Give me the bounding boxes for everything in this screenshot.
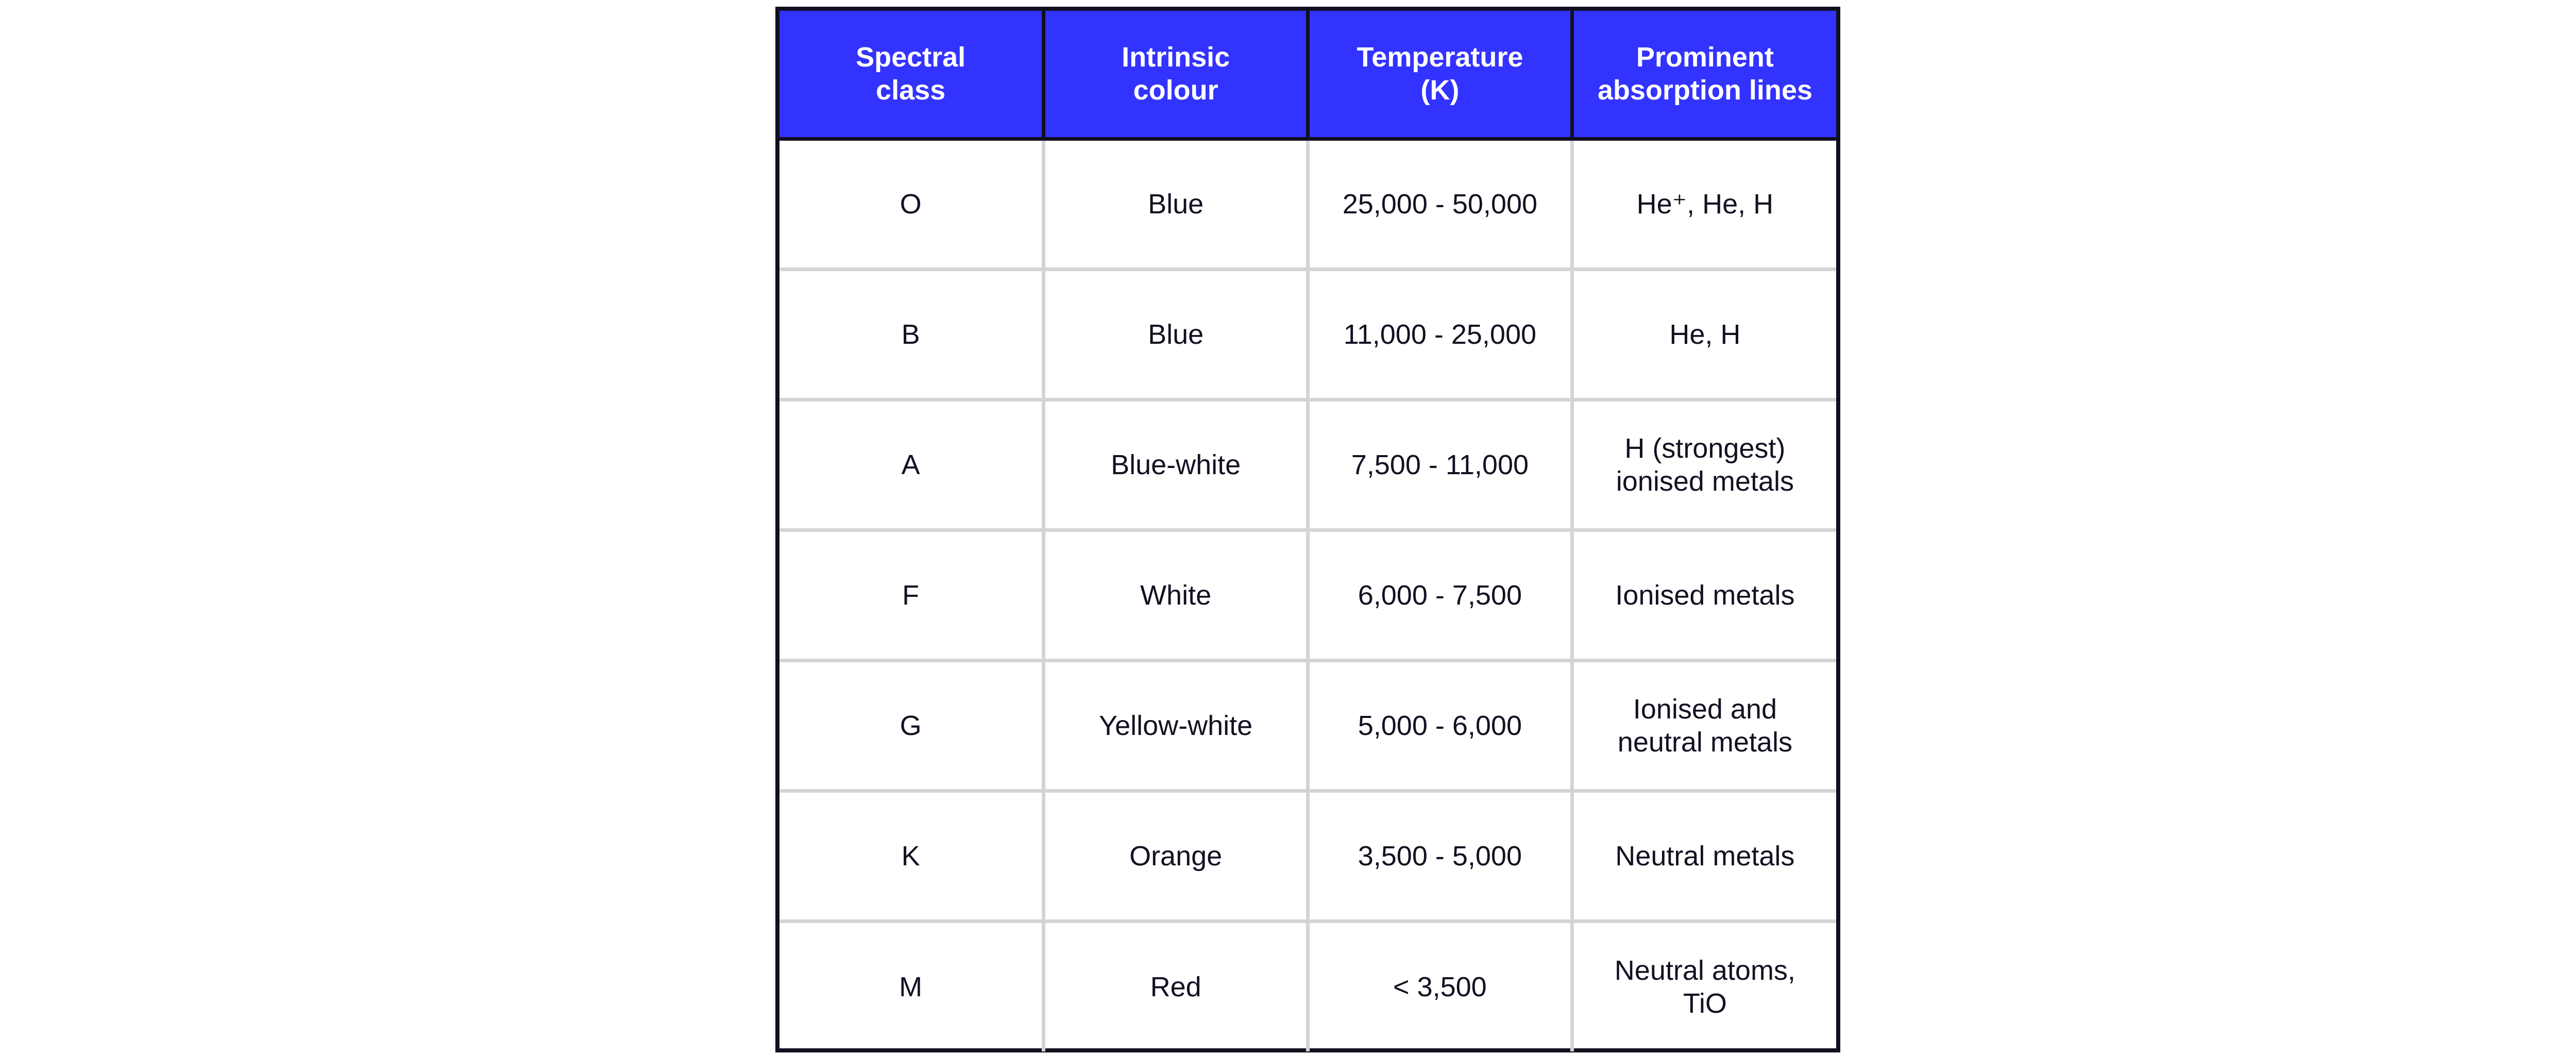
- spectral-class-table-container: [775, 7, 1840, 1052]
- cell-intrinsic-colour: Blue: [1044, 269, 1308, 399]
- cell-text-line: He⁺, He, H: [1636, 188, 1774, 220]
- cell-text-line: Ionised and: [1633, 693, 1777, 725]
- header-temperature: [1308, 11, 1572, 139]
- cell-absorption-lines: [1572, 660, 1836, 791]
- cell-temperature: 11,000 - 25,000: [1308, 269, 1572, 399]
- cell-absorption-lines: [1572, 139, 1836, 269]
- cell-temperature: < 3,500: [1308, 921, 1572, 1051]
- cell-absorption-lines: [1572, 791, 1836, 921]
- table-row: [779, 791, 1836, 921]
- cell-intrinsic-colour: Orange: [1044, 791, 1308, 921]
- header-intrinsic-colour: [1044, 11, 1308, 139]
- spectral-class-table: [779, 11, 1836, 1051]
- header-text-line: colour: [1133, 75, 1218, 106]
- header-row: [779, 11, 1836, 139]
- cell-text-line: ionised metals: [1616, 465, 1794, 497]
- header-spectral-class: [779, 11, 1044, 139]
- cell-temperature: 25,000 - 50,000: [1308, 139, 1572, 269]
- cell-spectral-class: O: [779, 139, 1044, 269]
- cell-spectral-class: A: [779, 399, 1044, 530]
- cell-text-line: TiO: [1683, 988, 1727, 1019]
- header-absorption-lines: [1572, 11, 1836, 139]
- cell-intrinsic-colour: Blue: [1044, 139, 1308, 269]
- cell-intrinsic-colour: Red: [1044, 921, 1308, 1051]
- cell-text-line: Neutral metals: [1615, 840, 1795, 872]
- cell-absorption-lines: [1572, 269, 1836, 399]
- cell-intrinsic-colour: Yellow-white: [1044, 660, 1308, 791]
- cell-intrinsic-colour: White: [1044, 530, 1308, 660]
- cell-spectral-class: M: [779, 921, 1044, 1051]
- table-row: [779, 660, 1836, 791]
- cell-absorption-lines: [1572, 921, 1836, 1051]
- header-text-line: Intrinsic: [1122, 42, 1230, 73]
- cell-spectral-class: F: [779, 530, 1044, 660]
- cell-text-line: Neutral atoms,: [1614, 955, 1795, 986]
- cell-text-line: Ionised metals: [1615, 579, 1795, 611]
- cell-text-line: H (strongest): [1624, 432, 1786, 464]
- cell-absorption-lines: [1572, 530, 1836, 660]
- cell-text-line: neutral metals: [1617, 726, 1792, 758]
- table-row: [779, 530, 1836, 660]
- header-text-line: absorption lines: [1597, 75, 1812, 106]
- cell-spectral-class: B: [779, 269, 1044, 399]
- cell-intrinsic-colour: Blue-white: [1044, 399, 1308, 530]
- header-text-line: class: [876, 75, 946, 106]
- cell-spectral-class: K: [779, 791, 1044, 921]
- table-row: [779, 921, 1836, 1051]
- header-text-line: Spectral: [856, 42, 966, 73]
- cell-temperature: 6,000 - 7,500: [1308, 530, 1572, 660]
- table-body: [779, 139, 1836, 1051]
- cell-temperature: 7,500 - 11,000: [1308, 399, 1572, 530]
- table-row: [779, 399, 1836, 530]
- header-text-line: Prominent: [1636, 42, 1774, 73]
- cell-absorption-lines: [1572, 399, 1836, 530]
- header-text-line: Temperature: [1357, 42, 1523, 73]
- cell-spectral-class: G: [779, 660, 1044, 791]
- table-row: [779, 269, 1836, 399]
- header-text-line: (K): [1420, 75, 1460, 106]
- cell-temperature: 5,000 - 6,000: [1308, 660, 1572, 791]
- table-row: [779, 139, 1836, 269]
- cell-text-line: He, H: [1669, 319, 1741, 350]
- cell-temperature: 3,500 - 5,000: [1308, 791, 1572, 921]
- table-header: [779, 11, 1836, 139]
